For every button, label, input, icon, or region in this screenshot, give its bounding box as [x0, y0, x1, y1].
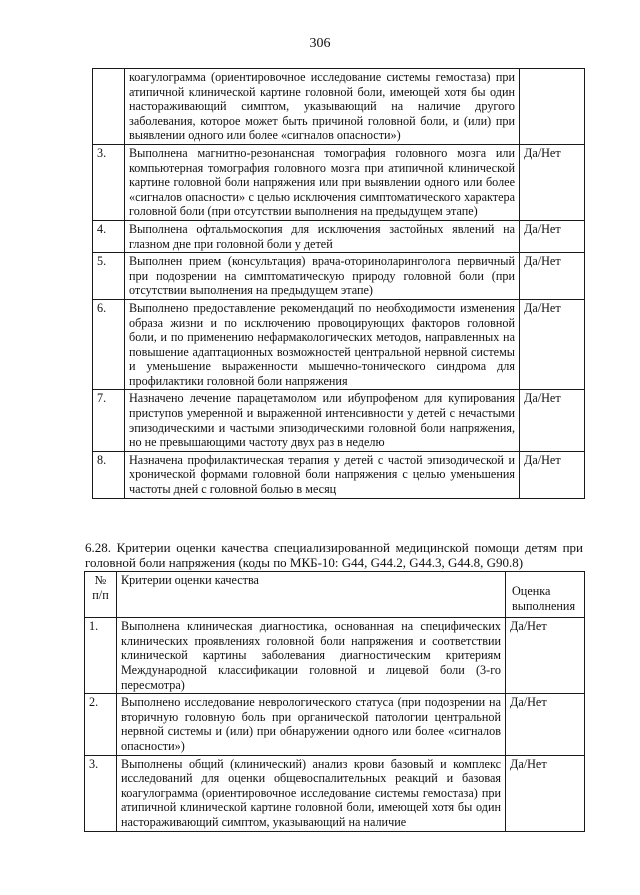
table-header-row — [85, 572, 585, 618]
criterion-result — [520, 69, 585, 145]
table-row — [93, 299, 585, 390]
row-number: 5. — [93, 253, 125, 300]
criterion-text: Выполнена магнитно-резонансная томография головного мозга или компьютерная томография головного мозга при атипичной клинической картине головной боли напряжения или при выявлении одного или более «сигналов опасности» с целью исключения симптоматического характера головной боли (при отсутствии выполнения на предыдущем этапе) — [125, 144, 520, 220]
table-row — [85, 694, 585, 755]
criterion-text: Выполнена клиническая диагностика, основанная на специфических клинических проявлениях головной боли напряжения и соответствии клинической картины заболевания диагностическим критериям Международной классификации головной и лицевой боли (3-го пересмотра) — [117, 618, 506, 694]
row-number: 6. — [93, 299, 125, 390]
header-number: № п/п — [85, 572, 117, 618]
table-row — [93, 220, 585, 252]
criterion-result: Да/Нет — [520, 144, 585, 220]
criterion-result: Да/Нет — [506, 755, 585, 831]
table-row — [85, 755, 585, 831]
row-number: 8. — [93, 451, 125, 498]
row-number — [93, 69, 125, 145]
criterion-text: Назначена профилактическая терапия у детей с частой эпизодической и хронической формами головной боли напряжения с целью уменьшения частоты дней с головной болью в месяц — [125, 451, 520, 498]
criterion-result: Да/Нет — [520, 253, 585, 300]
table-row — [93, 451, 585, 498]
table-row — [93, 253, 585, 300]
criteria-table-continued — [92, 68, 585, 499]
table-row — [85, 618, 585, 694]
criterion-text: Выполнены общий (клинический) анализ крови базовый и комплекс исследований для оценки общевоспалительных реакций и базовая коагулограмма (ориентировочное исследование системы гемостаза) при атипичной клинической картине головной боли, имеющей хотя бы один настораживающий симптом, указывающий на наличие — [117, 755, 506, 831]
criterion-result: Да/Нет — [506, 694, 585, 755]
section-heading: 6.28. Критерии оценки качества специализированной медицинской помощи детям при головной боли напряжения (коды по МКБ-10: G44, G44.2, G44.3, G44.8, G90.8) — [85, 540, 583, 570]
table-row — [93, 69, 585, 145]
criterion-text: Выполнен прием (консультация) врача-оториноларинголога первичный при подозрении на симптоматическую природу головной боли (при отсутствии выполнения на предыдущем этапе) — [125, 253, 520, 300]
criterion-result: Да/Нет — [520, 451, 585, 498]
criteria-table — [84, 571, 585, 832]
table-row — [93, 144, 585, 220]
row-number: 2. — [85, 694, 117, 755]
criterion-text: Выполнено предоставление рекомендаций по необходимости изменения образа жизни и по исключению провоцирующих факторов головной боли, и по применению нефармакологических методов, направленных на повышение адаптационных возможностей центральной нервной системы и уменьшение выраженности мышечно-тонического синдрома для профилактики головной боли напряжения — [125, 299, 520, 390]
row-number: 3. — [85, 755, 117, 831]
row-number: 3. — [93, 144, 125, 220]
criterion-text: коагулограмма (ориентировочное исследование системы гемостаза) при атипичной клинической картине головной боли, имеющей хотя бы один настораживающий симптом, указывающий на наличие другого заболевания, которое может быть причиной головной боли, и (или) при выявлении одного или более «сигналов опасности») — [125, 69, 520, 145]
criterion-result: Да/Нет — [520, 299, 585, 390]
criterion-result: Да/Нет — [520, 220, 585, 252]
row-number: 1. — [85, 618, 117, 694]
row-number: 7. — [93, 390, 125, 451]
criterion-result: Да/Нет — [506, 618, 585, 694]
table-row — [93, 390, 585, 451]
criterion-result: Да/Нет — [520, 390, 585, 451]
header-criteria: Критерии оценки качества — [117, 572, 506, 618]
criterion-text: Назначено лечение парацетамолом или ибупрофеном для купирования приступов умеренной и выраженной интенсивности у детей с нечастыми эпизодическими и частыми эпизодическими головной боли напряжения, но не превышающими частоту двух раз в неделю — [125, 390, 520, 451]
row-number: 4. — [93, 220, 125, 252]
page-number: 306 — [309, 36, 331, 51]
criterion-text: Выполнено исследование неврологического статуса (при подозрении на вторичную головную боль при органической патологии центральной нервной системы и (или) при обнаружении одного или более «сигналов опасности») — [117, 694, 506, 755]
header-result: Оценка выполнения — [506, 572, 585, 618]
criterion-text: Выполнена офтальмоскопия для исключения застойных явлений на глазном дне при головной боли у детей — [125, 220, 520, 252]
